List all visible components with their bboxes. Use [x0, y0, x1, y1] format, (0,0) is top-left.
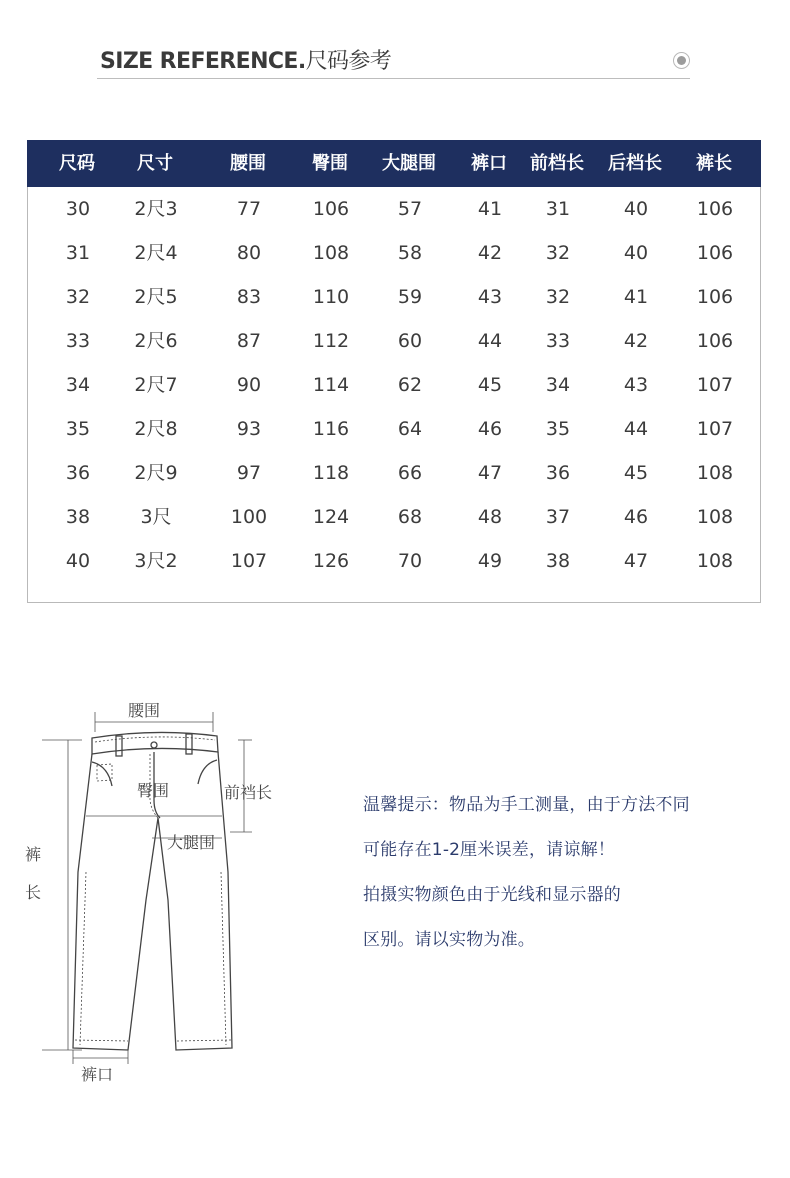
table-cell: 43	[477, 286, 503, 308]
table-cell: 70	[397, 550, 423, 572]
table-cell: 41	[623, 286, 649, 308]
table-cell: 2尺4	[134, 242, 178, 264]
table-cell: 43	[623, 374, 649, 396]
table-cell: 38	[65, 506, 91, 528]
table-cell: 2尺7	[134, 374, 178, 396]
header-front-rise: 前档长	[530, 153, 584, 174]
table-cell: 87	[236, 330, 262, 352]
table-cell: 31	[545, 198, 571, 220]
table-cell: 83	[236, 286, 262, 308]
table-cell: 3尺	[140, 506, 172, 528]
table-cell: 108	[696, 506, 734, 528]
table-cell: 32	[545, 242, 571, 264]
table-cell: 2尺9	[134, 462, 178, 484]
table-cell: 42	[477, 242, 503, 264]
table-cell: 2尺6	[134, 330, 178, 352]
table-cell: 49	[477, 550, 503, 572]
table-cell: 40	[65, 550, 91, 572]
table-cell: 30	[65, 198, 91, 220]
table-cell: 33	[545, 330, 571, 352]
table-cell: 106	[696, 242, 734, 264]
table-cell: 34	[545, 374, 571, 396]
table-cell: 45	[623, 462, 649, 484]
table-cell: 62	[397, 374, 423, 396]
section-title	[100, 44, 391, 75]
table-cell: 90	[236, 374, 262, 396]
label-thigh: 大腿围	[167, 833, 216, 852]
table-cell: 106	[312, 198, 350, 220]
table-cell: 124	[312, 506, 350, 528]
table-header	[27, 140, 761, 187]
table-cell: 48	[477, 506, 503, 528]
table-cell: 47	[477, 462, 503, 484]
table-cell: 106	[696, 198, 734, 220]
table-cell: 80	[236, 242, 262, 264]
header-hem: 裤口	[471, 153, 507, 174]
pants-diagram	[0, 640, 330, 1100]
table-cell: 44	[477, 330, 503, 352]
table-cell: 93	[236, 418, 262, 440]
table-cell: 108	[312, 242, 350, 264]
table-cell: 100	[230, 506, 268, 528]
label-front-rise: 前裆长	[224, 783, 273, 802]
table-cell: 108	[696, 462, 734, 484]
table-cell: 37	[545, 506, 571, 528]
section-title-bar	[97, 42, 690, 79]
table-cell: 66	[397, 462, 423, 484]
table-cell: 44	[623, 418, 649, 440]
circle-dot-icon	[673, 52, 690, 69]
table-cell: 2尺5	[134, 286, 178, 308]
tip-line-1: 温馨提示：物品为手工测量，由于方法不同	[363, 795, 690, 815]
table-cell: 42	[623, 330, 649, 352]
table-cell: 58	[397, 242, 423, 264]
header-waist: 腰围	[230, 153, 266, 174]
table-cell: 107	[696, 418, 734, 440]
table-cell: 118	[312, 462, 350, 484]
label-length-bottom: 长	[25, 883, 42, 902]
table-cell: 45	[477, 374, 503, 396]
header-back-rise: 后档长	[608, 153, 662, 174]
table-cell: 112	[312, 330, 350, 352]
table-cell: 31	[65, 242, 91, 264]
label-hem: 裤口	[81, 1065, 114, 1084]
table-cell: 35	[65, 418, 91, 440]
label-waist: 腰围	[128, 701, 161, 720]
table-cell: 36	[65, 462, 91, 484]
header-dimension: 尺寸	[137, 153, 173, 174]
label-length-top: 裤	[25, 845, 42, 864]
table-cell: 32	[65, 286, 91, 308]
table-cell: 40	[623, 198, 649, 220]
table-cell: 2尺8	[134, 418, 178, 440]
table-cell: 114	[312, 374, 350, 396]
table-cell: 64	[397, 418, 423, 440]
pants-outline	[0, 640, 330, 1100]
table-cell: 36	[545, 462, 571, 484]
table-cell: 35	[545, 418, 571, 440]
table-cell: 40	[623, 242, 649, 264]
table-cell: 97	[236, 462, 262, 484]
table-cell: 47	[623, 550, 649, 572]
table-cell: 126	[312, 550, 350, 572]
table-cell: 46	[477, 418, 503, 440]
table-cell: 2尺3	[134, 198, 178, 220]
tip-line-3: 拍摄实物颜色由于光线和显示器的	[363, 885, 621, 905]
tip-line-4: 区别。请以实物为准。	[363, 930, 535, 950]
table-cell: 57	[397, 198, 423, 220]
table-cell: 34	[65, 374, 91, 396]
tip-line-2: 可能存在1-2厘米误差，请谅解！	[363, 840, 615, 860]
size-table	[27, 140, 761, 603]
table-cell: 116	[312, 418, 350, 440]
table-cell: 106	[696, 286, 734, 308]
table-cell: 32	[545, 286, 571, 308]
table-cell: 46	[623, 506, 649, 528]
table-cell: 41	[477, 198, 503, 220]
table-cell: 107	[696, 374, 734, 396]
header-length: 裤长	[696, 153, 732, 174]
care-notice	[363, 790, 783, 970]
header-size: 尺码	[59, 153, 95, 174]
title-english: SIZE REFERENCE.	[100, 49, 306, 74]
table-cell: 77	[236, 198, 262, 220]
table-cell: 107	[230, 550, 268, 572]
header-hip: 臀围	[312, 153, 348, 174]
table-cell: 110	[312, 286, 350, 308]
table-cell: 3尺2	[134, 550, 178, 572]
table-cell: 68	[397, 506, 423, 528]
label-hip: 臀围	[137, 781, 170, 800]
table-cell: 38	[545, 550, 571, 572]
title-chinese: 尺码参考	[305, 49, 392, 74]
table-cell: 59	[397, 286, 423, 308]
table-cell: 33	[65, 330, 91, 352]
table-cell: 108	[696, 550, 734, 572]
header-thigh: 大腿围	[382, 153, 436, 174]
table-cell: 60	[397, 330, 423, 352]
table-cell: 106	[696, 330, 734, 352]
